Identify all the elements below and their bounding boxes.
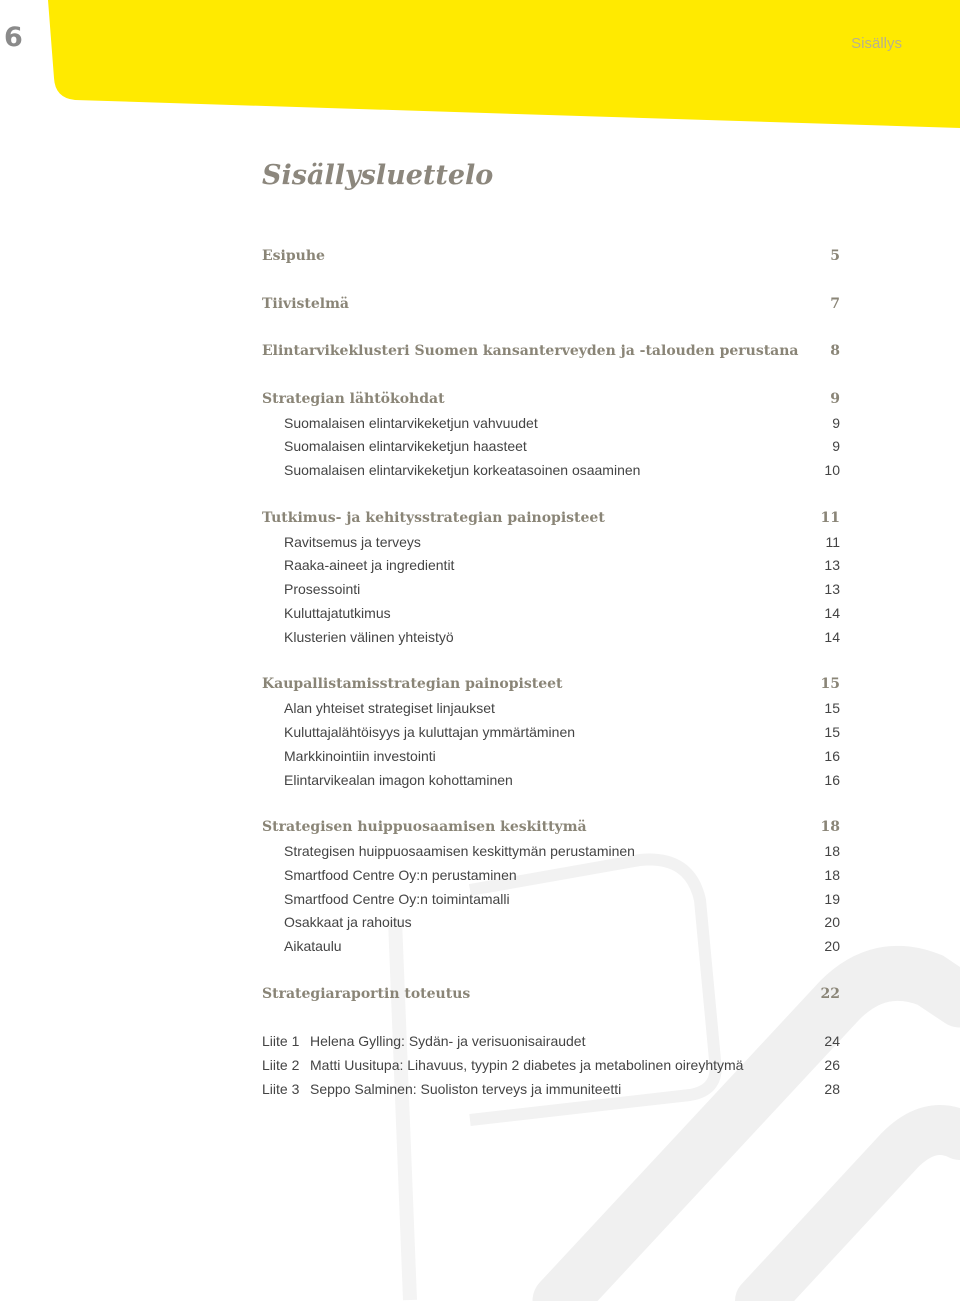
toc-entry-label: Strategiaraportin toteutus — [262, 985, 471, 1002]
toc-subentry[interactable] — [262, 888, 840, 912]
toc-subentry-label: Suomalaisen elintarvikeketjun korkeatasoinen osaaminen — [284, 462, 641, 479]
toc-subentry-page: 13 — [824, 581, 840, 598]
toc-subentry-page: 15 — [824, 700, 840, 717]
toc-subentry-page: 9 — [832, 438, 840, 455]
toc-subentry-label: Klusterien välinen yhteistyö — [284, 628, 454, 645]
toc-entry-label: Kaupallistamisstrategian painopisteet — [262, 676, 563, 693]
toc-entry-keskittyma[interactable] — [262, 816, 840, 840]
toc-entry-label: Tutkimus- ja kehitysstrategian painopisteet — [262, 509, 605, 526]
page-number: 6 — [4, 22, 23, 53]
toc-subentry-page: 19 — [824, 890, 840, 907]
toc-entry-page: 5 — [830, 248, 840, 264]
toc-subentry[interactable] — [262, 531, 840, 555]
toc-entry-tutkimus[interactable] — [262, 507, 840, 531]
toc-subentry[interactable] — [262, 459, 840, 483]
toc-subentry-label: Aikataulu — [284, 938, 342, 955]
toc-entry-page: 7 — [830, 295, 840, 312]
toc-entry-esipuhe[interactable] — [262, 245, 840, 269]
appendix-page: 24 — [824, 1033, 840, 1050]
toc-subentry[interactable] — [262, 412, 840, 436]
toc-subentry[interactable] — [262, 697, 840, 721]
toc-entry-page: 9 — [830, 390, 840, 407]
header-yellow-band — [0, 0, 960, 130]
toc-subentry[interactable] — [262, 911, 840, 935]
toc-subentry-label: Raaka-aineet ja ingredientit — [284, 557, 455, 574]
toc-entry-label: Tiivistelmä — [262, 295, 349, 312]
toc-entry-lahtokohdat[interactable] — [262, 388, 840, 412]
toc-entry-page: 11 — [820, 509, 840, 526]
appendix-id: Liite 2 — [262, 1057, 300, 1074]
toc-entry-toteutus[interactable] — [262, 983, 840, 1007]
toc-subentry-label: Osakkaat ja rahoitus — [284, 914, 412, 931]
appendix-label: Seppo Salminen: Suoliston terveys ja immuniteetti — [310, 1080, 622, 1097]
toc-appendix-2[interactable] — [262, 1054, 840, 1078]
toc-subentry[interactable] — [262, 578, 840, 602]
appendix-id: Liite 3 — [262, 1080, 300, 1097]
toc-entry-page: 15 — [820, 676, 840, 693]
toc-subentry-page: 16 — [824, 771, 840, 788]
toc-subentry-label: Suomalaisen elintarvikeketjun vahvuudet — [284, 414, 538, 431]
toc-appendix-3[interactable] — [262, 1078, 840, 1102]
section-label: Sisällys — [851, 35, 902, 52]
toc-entry-label: Elintarvikeklusteri Suomen kansanterveyden ja -talouden perustana — [262, 343, 799, 360]
toc-subentry-label: Alan yhteiset strategiset linjaukset — [284, 700, 495, 717]
toc-subentry[interactable] — [262, 602, 840, 626]
toc-subentry-page: 15 — [824, 723, 840, 740]
toc-entry-kaupallistaminen[interactable] — [262, 673, 840, 697]
toc-subentry-label: Elintarvikealan imagon kohottaminen — [284, 771, 513, 788]
toc-subentry[interactable] — [262, 840, 840, 864]
toc-subentry-label: Suomalaisen elintarvikeketjun haasteet — [284, 438, 527, 455]
toc-entry-page: 22 — [820, 985, 840, 1002]
appendix-id: Liite 1 — [262, 1033, 300, 1050]
toc-entry-klusteri[interactable] — [262, 340, 840, 364]
toc-subentry-page: 14 — [824, 604, 840, 621]
toc-subentry-page: 11 — [825, 533, 840, 550]
toc-subentry-label: Ravitsemus ja terveys — [284, 533, 421, 550]
toc-subentry-page: 13 — [824, 557, 840, 574]
toc-appendix-1[interactable] — [262, 1030, 840, 1054]
toc-subentry-label: Kuluttajalähtöisyys ja kuluttajan ymmärtäminen — [284, 723, 576, 740]
toc-subentry[interactable] — [262, 626, 840, 650]
yellow-band-shape — [48, 0, 960, 128]
page-title: Sisällysluettelo — [262, 160, 494, 191]
toc-entry-label: Strategian lähtökohdat — [262, 390, 445, 407]
toc-subentry-page: 20 — [824, 914, 840, 931]
appendix-label: Matti Uusitupa: Lihavuus, tyypin 2 diabetes ja metabolinen oireyhtymä — [310, 1057, 744, 1074]
toc-subentry-page: 14 — [824, 628, 840, 645]
toc-subentry-label: Smartfood Centre Oy:n toimintamalli — [284, 890, 510, 907]
toc-subentry-page: 9 — [832, 414, 840, 431]
toc-subentry[interactable] — [262, 935, 840, 959]
toc-subentry[interactable] — [262, 864, 840, 888]
toc-subentry-label: Smartfood Centre Oy:n perustaminen — [284, 866, 517, 883]
toc-subentry-page: 16 — [824, 747, 840, 764]
appendix-page: 26 — [824, 1057, 840, 1074]
toc-entry-tiivistelma[interactable] — [262, 293, 840, 317]
toc-subentry-page: 10 — [824, 462, 840, 479]
toc-subentry[interactable] — [262, 435, 840, 459]
toc-subentry[interactable] — [262, 769, 840, 793]
appendix-label: Helena Gylling: Sydän- ja verisuonisairaudet — [310, 1033, 586, 1050]
toc-entry-page: 8 — [830, 343, 840, 360]
toc-subentry-page: 20 — [824, 938, 840, 955]
toc-entry-page: 18 — [820, 819, 840, 836]
toc-entry-label: Strategisen huippuosaamisen keskittymä — [262, 819, 587, 836]
toc-subentry-label: Strategisen huippuosaamisen keskittymän perustaminen — [284, 842, 635, 859]
toc-subentry[interactable] — [262, 554, 840, 578]
toc-subentry-page: 18 — [824, 842, 840, 859]
toc-subentry[interactable] — [262, 745, 840, 769]
appendix-page: 28 — [824, 1080, 840, 1097]
table-of-contents — [262, 245, 840, 1102]
toc-subentry[interactable] — [262, 721, 840, 745]
toc-subentry-label: Kuluttajatutkimus — [284, 604, 391, 621]
toc-subentry-page: 18 — [824, 866, 840, 883]
toc-entry-label: Esipuhe — [262, 248, 325, 264]
toc-subentry-label: Prosessointi — [284, 581, 361, 598]
toc-subentry-label: Markkinointiin investointi — [284, 747, 436, 764]
